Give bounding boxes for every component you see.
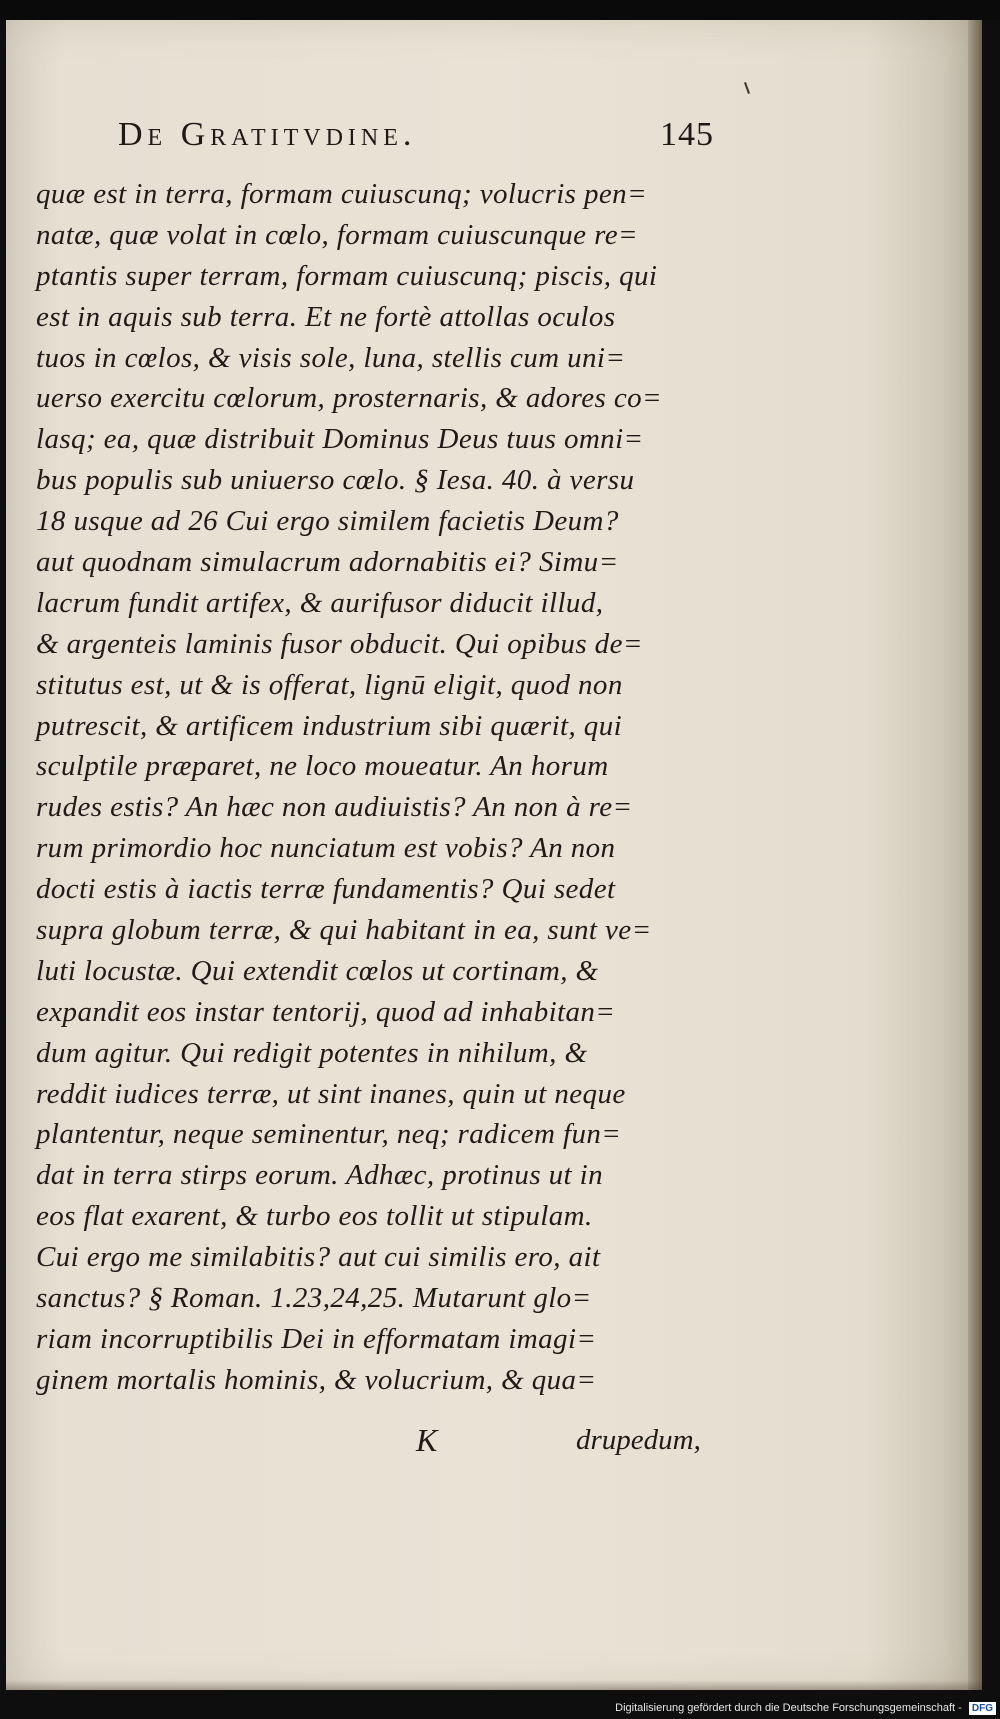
text-line: sanctus? § Roman. 1.23,24,25. Mutarunt glo=	[36, 1282, 592, 1315]
dfg-logo: DFG	[969, 1702, 996, 1715]
body-text	[36, 174, 756, 1401]
text-line: Cui ergo me similabitis? aut cui similis ero, ait	[36, 1241, 601, 1274]
text-line: bus populis sub uniuerso cœlo. § Iesa. 40. à versu	[36, 464, 635, 497]
page-number: 145	[660, 116, 714, 153]
text-line: 18 usque ad 26 Cui ergo similem facietis Deum?	[36, 505, 619, 538]
text-line: stitutus est, ut & is offerat, lignū eligit, quod non	[36, 668, 623, 701]
text-line: eos flat exarent, & turbo eos tollit ut stipulam.	[36, 1200, 593, 1233]
text-line: riam incorruptibilis Dei in efformatam imagi=	[36, 1322, 597, 1355]
text-line: rudes estis? An hæc non audiuistis? An non à re=	[36, 791, 633, 824]
text-line: & argenteis laminis fusor obducit. Qui opibus de=	[36, 627, 643, 660]
text-line: tuos in cœlos, & visis sole, luna, stellis cum uni=	[36, 341, 626, 374]
text-line: luti locustæ. Qui extendit cœlos ut cortinam, &	[36, 954, 599, 987]
text-line: expandit eos instar tentorij, quod ad inhabitan=	[36, 995, 616, 1028]
text-line: aut quodnam simulacrum adornabitis ei? Simu=	[36, 546, 619, 579]
text-line: lacrum fundit artifex, & aurifusor diducit illud,	[36, 586, 604, 619]
text-line: natæ, quæ volat in cœlo, formam cuiuscunque re=	[36, 218, 638, 251]
text-line: docti estis à iactis terræ fundamentis? Qui sedet	[36, 873, 616, 906]
digitization-credit	[615, 1699, 996, 1717]
signature-mark: K	[416, 1422, 438, 1458]
running-title: De Gratitvdine.	[118, 116, 417, 153]
text-line: quæ est in terra, formam cuiuscunq; volucris pen=	[36, 178, 648, 210]
book-page	[6, 20, 982, 1690]
text-line: ptantis super terram, formam cuiuscunq; piscis, qui	[36, 259, 658, 292]
credit-text: Digitalisierung gefördert durch die Deutsche Forschungsgemeinschaft -	[615, 1702, 962, 1714]
text-line: uerso exercitu cœlorum, prosternaris, & adores co=	[36, 382, 662, 415]
text-line: lasq; ea, quæ distribuit Dominus Deus tuus omni=	[36, 423, 644, 456]
text-line: est in aquis sub terra. Et ne fortè attollas oculos	[36, 300, 616, 333]
scan-top-strip	[0, 0, 1000, 20]
page-bottom-shadow	[6, 1680, 982, 1690]
text-line: ginem mortalis hominis, & volucrium, & qua=	[36, 1363, 597, 1396]
text-line: dum agitur. Qui redigit potentes in nihilum, &	[36, 1036, 588, 1069]
catchword: drupedum,	[576, 1424, 701, 1456]
text-line: sculptile præparet, ne loco moueatur. An horum	[36, 750, 609, 783]
text-line: putrescit, & artificem industrium sibi quærit, qui	[36, 709, 623, 742]
text-line: dat in terra stirps eorum. Adhæc, protinus ut in	[36, 1159, 604, 1192]
text-line: rum primordio hoc nunciatum est vobis? An non	[36, 832, 616, 865]
text-line: plantentur, neque seminentur, neq; radicem fun=	[36, 1118, 622, 1151]
text-line: reddit iudices terræ, ut sint inanes, quin ut neque	[36, 1077, 626, 1110]
page-edge	[968, 20, 982, 1690]
ink-mark	[744, 82, 750, 94]
text-line: supra globum terræ, & qui habitant in ea, sunt ve=	[36, 914, 652, 947]
